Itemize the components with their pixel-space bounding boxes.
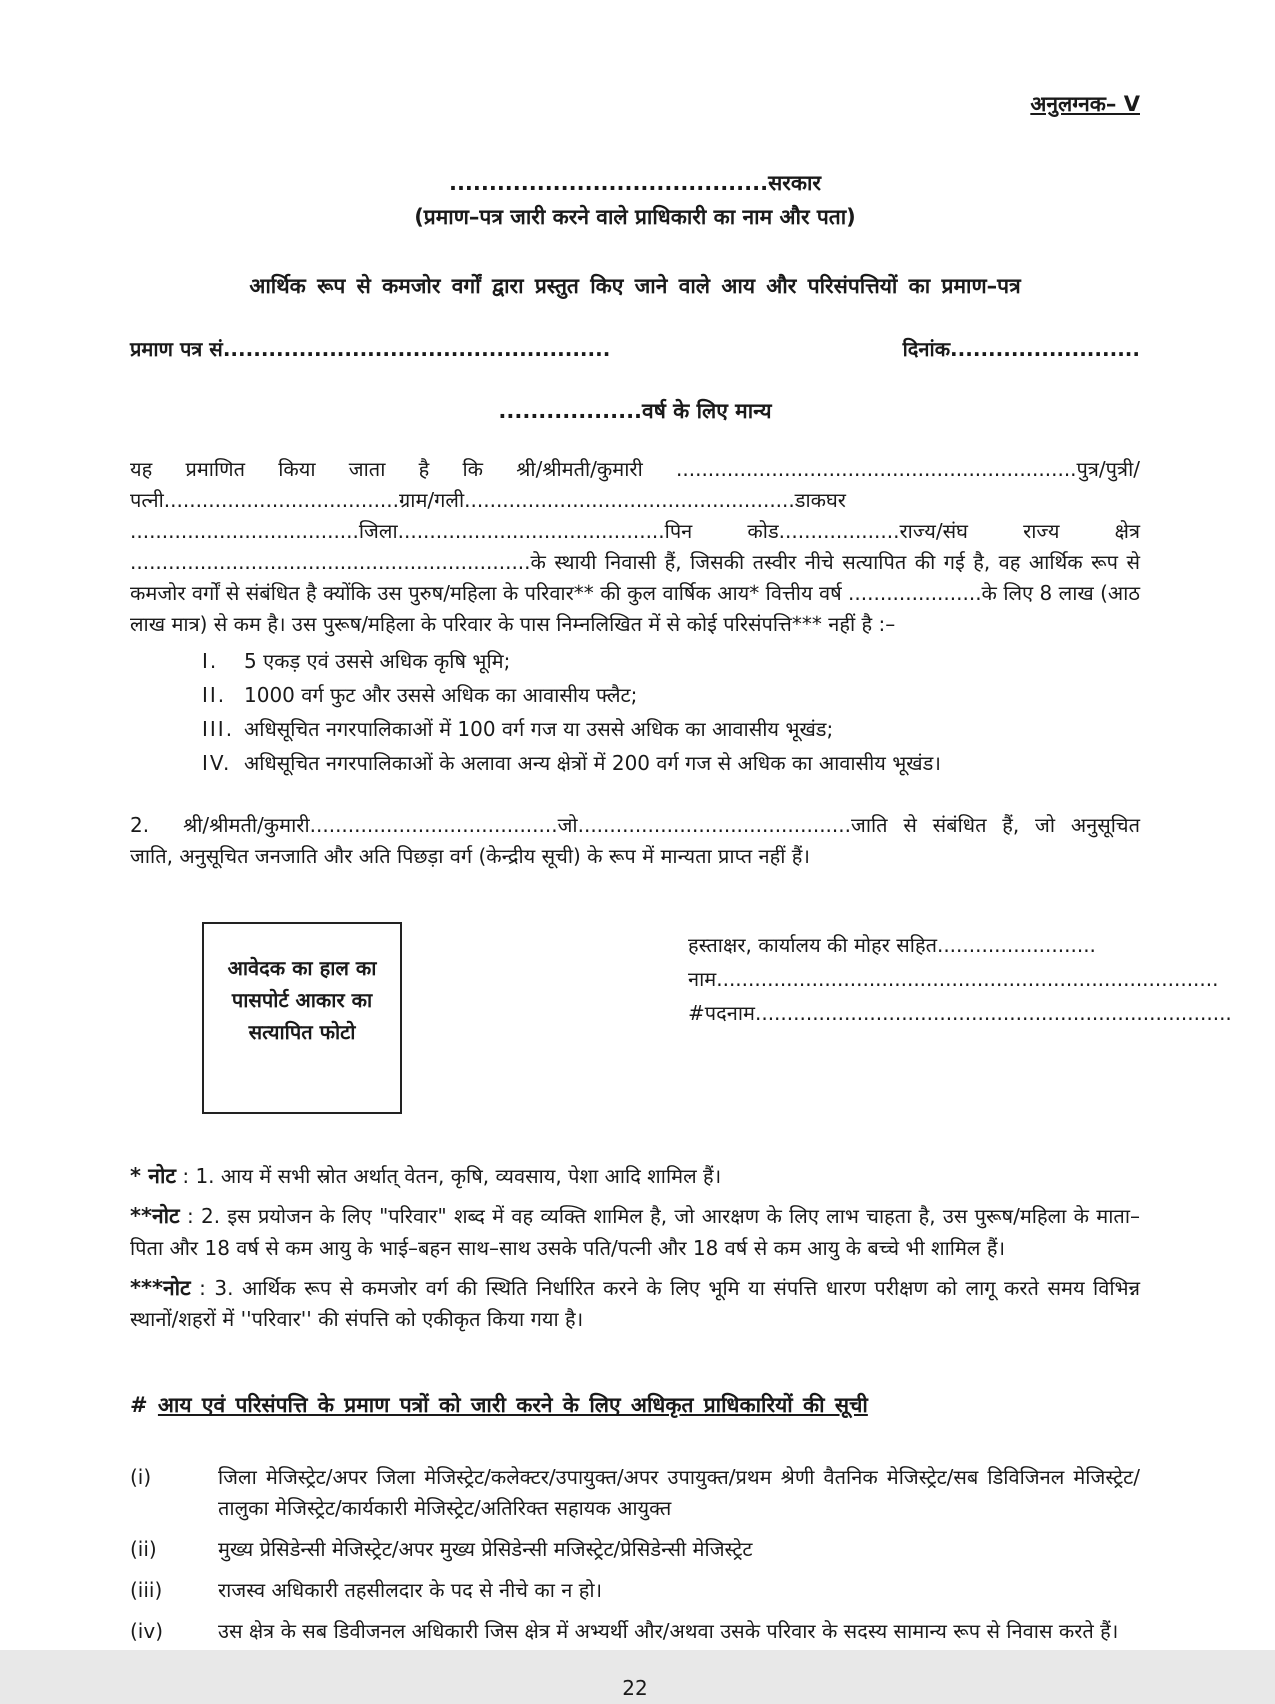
note-3-text: : 3. आर्थिक रूप से कमजोर वर्ग की स्थिति निर्धारित करने के लिए भूमि या संपत्ति धारण परीक्षण को लागू करते समय विभिन्न स्थानों/शहरों में ''परिवार'' की संपत्ति को एकीकृत किया गया है।	[130, 1275, 1140, 1332]
asset-item-4	[202, 746, 1140, 780]
note-2	[130, 1200, 1140, 1264]
authority-item-1	[130, 1462, 1140, 1524]
notes-section	[130, 1160, 1140, 1336]
note-1-prefix: * नोट	[130, 1163, 176, 1188]
asset-item-number: II.	[202, 682, 227, 707]
authority-item-text: उस क्षेत्र के सब डिवीजनल अधिकारी जिस क्षेत्र में अभ्यर्थी और/अथवा उसके परिवार के सदस्य सामान्य रूप से निवास करते हैं।	[218, 1618, 1119, 1643]
asset-item-number: I.	[202, 648, 219, 673]
authority-item-2	[130, 1534, 1140, 1565]
asset-item-number: III.	[202, 716, 235, 741]
photo-box-label: आवेदक का हाल का पासपोर्ट आकार का सत्यापित फोटो	[227, 955, 377, 1044]
authorities-list	[130, 1462, 1140, 1647]
date-field: दिनांक.........................	[902, 337, 1140, 362]
asset-item-text: अधिसूचित नगरपालिकाओं में 100 वर्ग गज या उससे अधिक का आवासीय भूखंड;	[244, 716, 834, 741]
note-1	[130, 1160, 1140, 1193]
asset-item-text: 1000 वर्ग फुट और उससे अधिक का आवासीय फ्लैट;	[244, 682, 638, 707]
certificate-meta-row	[130, 334, 1140, 365]
photo-signature-section	[130, 922, 1232, 1114]
annexure-label: अनुलग्नक– V	[1030, 92, 1140, 116]
authority-item-3	[130, 1575, 1140, 1606]
authority-item-number: (ii)	[130, 1536, 157, 1561]
note-2-text: : 2. इस प्रयोजन के लिए "परिवार" शब्द में वह व्यक्ति शामिल है, जो आरक्षण के लिए लाभ चाहता है, उस पुरूष/महिला के माता–पिता और 18 वर्ष से कम आयु के भाई–बहन साथ–साथ उसके पति/पत्नी और 18 वर्ष से कम आयु के बच्चे भी शामिल हैं।	[130, 1204, 1140, 1260]
asset-item-3	[202, 712, 1140, 746]
clause-2-text: श्री/श्रीमती/कुमारी.......................................जो...........................................जाति से संबंधित हैं, जो अनुसूचित जाति, अनुसूचित जनजाति और अति पिछड़ा वर्ग (केन्द्रीय सूची) के रूप में मान्यता प्राप्त नहीं हैं।	[130, 812, 1140, 868]
authority-item-4	[130, 1616, 1140, 1647]
asset-item-1	[202, 644, 1140, 678]
applicant-photo-box	[202, 922, 402, 1114]
note-3	[130, 1272, 1140, 1336]
authority-item-text: राजस्व अधिकारी तहसीलदार के पद से नीचे का न हो।	[218, 1577, 603, 1602]
issuing-authority-line: (प्रमाण–पत्र जारी करने वाले प्राधिकारी का नाम और पता)	[414, 205, 856, 230]
clause-2-number: 2.	[130, 812, 150, 837]
page-number: 22	[622, 1675, 648, 1700]
declaration-paragraph: यह प्रमाणित किया जाता है कि श्री/श्रीमती/कुमारी ...............................................................पुत्र/पुत्री/पत्नी.....................................ग्राम/गली....................................................डाकघर ....................................जिला..........................................पिन कोड...................राज्य/संघ राज्य क्षेत्र ...............................................................के स्थायी निवासी हैं, जिसकी तस्वीर नीचे सत्यापित की गई है, वह आर्थिक रूप से कमजोर वर्गों से संबंधित है क्योंकि उस पुरुष/महिला के परिवार** की कुल वार्षिक आय* वित्तीय वर्ष .....................के लिए 8 लाख (आठ लाख मात्र) से कम है। उस पुरूष/महिला के परिवार के पास निम्नलिखित में से कोई परिसंपत्ति*** नहीं है :–	[130, 456, 1140, 636]
signature-seal-line: हस्ताक्षर, कार्यालय की मोहर सहित.........................	[688, 932, 1096, 957]
note-3-prefix: ***नोट	[130, 1275, 191, 1300]
asset-item-text: अधिसूचित नगरपालिकाओं के अलावा अन्य क्षेत्रों में 200 वर्ग गज से अधिक का आवासीय भूखंड।	[244, 750, 941, 775]
asset-item-text: 5 एकड़ एवं उससे अधिक कृषि भूमि;	[244, 648, 511, 673]
government-line: ........................................सरकार	[448, 170, 822, 195]
note-2-prefix: **नोट	[130, 1204, 180, 1229]
authority-item-text: मुख्य प्रेसिडेन्सी मेजिस्ट्रेट/अपर मुख्य प्रेसिडेन्सी मजिस्ट्रेट/प्रेसिडेन्सी मेजिस्ट्रेट	[218, 1536, 753, 1561]
authority-item-text: जिला मेजिस्ट्रेट/अपर जिला मेजिस्ट्रेट/कलेक्टर/उपायुक्त/अपर उपायुक्त/प्रथम श्रेणी वैतनिक मेजिस्ट्रेट/सब डिविजिनल मेजिस्ट्रेट/तालुका मेजिस्ट्रेट/कार्यकारी मेजिस्ट्रेट/अतिरिक्त सहायक आयुक्त	[218, 1464, 1140, 1520]
validity-line: ..................वर्ष के लिए मान्य	[498, 399, 772, 424]
note-1-text: : 1. आय में सभी स्रोत अर्थात् वेतन, कृषि, व्यवसाय, पेशा आदि शामिल हैं।	[175, 1163, 722, 1188]
asset-item-number: IV.	[202, 750, 232, 775]
certificate-title: आर्थिक रूप से कमजोर वर्गों द्वारा प्रस्तुत किए जाने वाले आय और परिसंपत्तियों का प्रमाण–पत्र	[249, 273, 1021, 298]
authorities-heading	[130, 1389, 1140, 1422]
clause-2	[130, 810, 1140, 872]
designation-line: #पदनाम...........................................................................	[688, 1000, 1232, 1025]
authority-item-number: (iii)	[130, 1577, 163, 1602]
certificate-number-field: प्रमाण पत्र सं...................................................	[130, 337, 611, 362]
asset-list	[202, 644, 1140, 780]
authority-item-number: (iv)	[130, 1618, 163, 1643]
officer-name-line: नाम...............................................................................	[688, 966, 1219, 991]
signature-block	[688, 922, 1232, 1030]
authority-item-number: (i)	[130, 1464, 152, 1489]
asset-item-2	[202, 678, 1140, 712]
authorities-heading-text: आय एवं परिसंपत्ति के प्रमाण पत्रों को जारी करने के लिए अधिकृत प्राधिकारियों की सूची	[157, 1393, 868, 1418]
authorities-heading-hash: #	[130, 1393, 148, 1418]
